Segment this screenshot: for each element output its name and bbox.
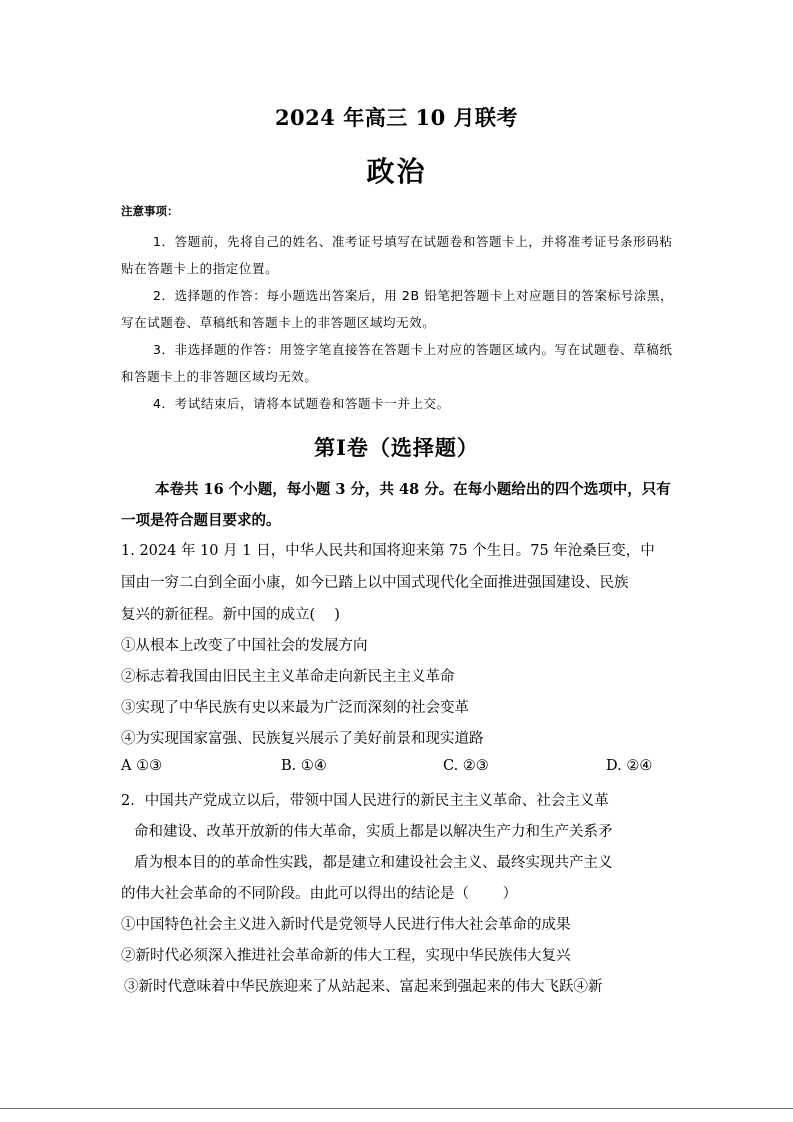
question-1-line-1: 1. 2024 年 10 月 1 日，中华人民共和国将迎来第 75 个生日。75 年沧桑巨变，中	[121, 543, 655, 559]
question-2-line-4: 的伟大社会革命的不同阶段。由此可以得出的结论是（ ）	[121, 886, 518, 902]
question-2-statement-3: ③新时代意味着中华民族迎来了从站起来、富起来到强起来的伟大飞跃④新	[124, 979, 603, 995]
question-1-statement-2: ②标志着我国由旧民主主义革命走向新民主主义革命	[121, 669, 455, 685]
exam-subject: 政治	[366, 155, 427, 188]
notice-item-2: 2．选择题的作答：每小题选出答案后，用 2B 铅笔把答题卡上对应题目的答案标号涂黑，写在试题卷、草稿纸和答题卡上的非答题区域均无效。	[121, 288, 674, 330]
question-1-line-2: 国由一穷二白到全面小康，如今已踏上以中国式现代化全面推进强国建设、民族	[121, 575, 629, 591]
question-2-line-3: 盾为根本目的的革命性实践，都是建立和建设社会主义、最终实现共产主义	[134, 855, 613, 871]
question-2-statement-1: ①中国特色社会主义进入新时代是党领导人民进行伟大社会革命的成果	[121, 917, 571, 933]
question-2-statement-2: ②新时代必须深入推进社会革命新的伟大工程，实现中华民族伟大复兴	[121, 948, 571, 964]
question-1-options	[121, 758, 681, 780]
section-intro: 本卷共 16 个小题，每小题 3 分，共 48 分。在每小题给出的四个选项中，只有一项是符合题目要求的。	[121, 481, 671, 529]
page-bottom-divider	[0, 1108, 793, 1109]
question-1-statement-3: ③实现了中华民族有史以来最为广泛而深刻的社会变革	[121, 700, 469, 716]
option-b: B. ①④	[281, 758, 327, 774]
notice-item-1: 1．答题前，先将自己的姓名、准考证号填写在试题卷和答题卡上，并将准考证号条形码粘贴在答题卡上的指定位置。	[121, 234, 673, 276]
section-title: 第Ⅰ卷（选择题）	[314, 435, 479, 460]
exam-title: 2024 年高三 10 月联考	[274, 105, 519, 130]
question-2-line-1: 2．中国共产党成立以后，带领中国人民进行的新民主主义革命、社会主义革	[121, 793, 609, 809]
question-1-statement-4: ④为实现国家富强、民族复兴展示了美好前景和现实道路	[121, 731, 484, 747]
notice-heading: 注意事项：	[121, 204, 179, 218]
question-1-line-3: 复兴的新征程。新中国的成立( )	[121, 607, 340, 623]
notice-item-3: 3．非选择题的作答：用签字笔直接答在答题卡上对应的答题区域内。写在试题卷、草稿纸和答题卡上的非答题区域均无效。	[121, 342, 673, 384]
notice-item-4: 4．考试结束后，请将本试题卷和答题卡一并上交。	[153, 396, 450, 411]
option-d: D. ②④	[606, 758, 653, 774]
question-1-statement-1: ①从根本上改变了中国社会的发展方向	[121, 638, 368, 654]
option-a: A ①③	[121, 758, 163, 774]
option-c: C. ②③	[443, 758, 489, 774]
question-2-line-2: 命和建设、改革开放新的伟大革命，实质上都是以解决生产力和生产关系矛	[134, 824, 613, 840]
